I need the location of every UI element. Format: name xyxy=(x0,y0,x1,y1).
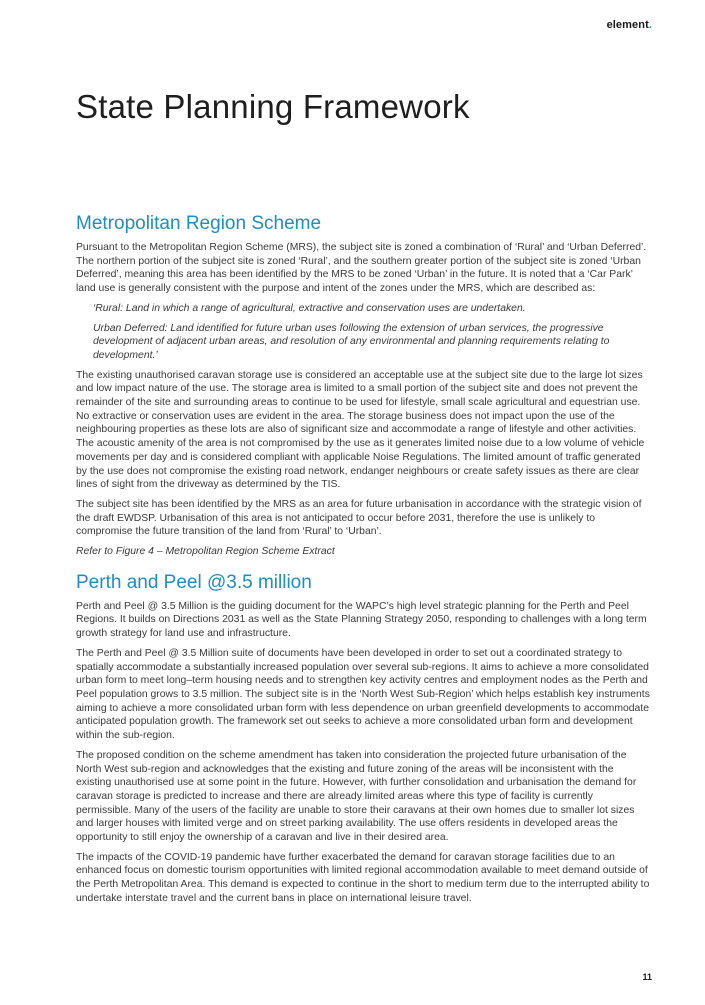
section-perth-and-peel xyxy=(76,571,650,906)
paragraph: Perth and Peel @ 3.5 Million is the guiding document for the WAPC’s high level strategic planning for the Perth and Peel Regions. It builds on Directions 2031 as well as the State Planning Strategy 2050, responding to challenges with a long term growth strategy for land use and infrastructure. xyxy=(76,600,647,640)
section-metropolitan-region-scheme xyxy=(76,212,650,559)
paragraph: Pursuant to the Metropolitan Region Scheme (MRS), the subject site is zoned a combination of ‘Rural’ and ‘Urban Deferred’. The northern portion of the subject site is zoned ‘Rural’, and the southern greater portion of the subject site is zoned ‘Urban Deferred’, meaning this area has been identified by the MRS to be zoned ‘Urban’ in the future. It is noted that a ‘Car Park’ land use is generally consistent with the purpose and intent of the zones under the MRS, which are described as: xyxy=(76,242,647,295)
section-heading: Metropolitan Region Scheme xyxy=(76,213,322,234)
logo-dot: . xyxy=(648,19,652,31)
logo-text: element xyxy=(606,19,649,31)
paragraph: The Perth and Peel @ 3.5 Million suite of documents have been developed in order to set out a coordinated strategy to spatially accommodate a substantially increased population over several sub-regions. It aims to achieve a more consolidated urban form to meet long–term housing needs and to strengthen key activity centres and employment nodes as the Perth and Peel population grows to 3.5 million. The subject site is in the ‘North West Sub-Region’ which helps establish key instruments aiming to achieve a more consolidated urban form with less dependence on urban greenfield developments to accommodate anticipated population growth. The framework set out seeks to achieve a more consolidated urban form and development within the sub-region. xyxy=(76,647,650,742)
document-body xyxy=(76,212,650,912)
element-logo xyxy=(607,19,652,31)
paragraph: The subject site has been identified by the MRS as an area for future urbanisation in accordance with the strategic vision of the draft EWDSP. Urbanisation of this area is not anticipated to occur before 2031, therefore the use is unlikely to compromise the future transition of the land from ‘Rural’ to ‘Urban’. xyxy=(76,498,642,538)
paragraph: The impacts of the COVID-19 pandemic have further exacerbated the demand for caravan storage facilities due to an enhanced focus on domestic tourism opportunities with limited regional accommodation available to meet demand outside of the Perth Metropolitan Area. This demand is expected to continue in the short to medium term due to the interrupted ability to undertake interstate travel and the current bans in place on international leisure travel. xyxy=(76,851,650,904)
page-title: State Planning Framework xyxy=(76,88,470,125)
section-heading: Perth and Peel @3.5 million xyxy=(76,571,312,593)
paragraph: The proposed condition on the scheme amendment has taken into consideration the projected future urbanisation of the North West sub-region and acknowledges that the existing and future zoning of the areas will be inconsistent with the existing unauthorised use at some point in the future. However, with further consolidation and urbanisation the demand for caravan storage is predicted to increase and there are already limited areas where this type of facility is currently permissible. Many of the users of the facility are unable to store their caravans at their own homes due to smaller lot sizes and larger houses with limited verge and on street parking availability. The use offers residents in developed areas the opportunity to still enjoy the ownership of a caravan and live in their desired area. xyxy=(76,749,637,844)
quote-urban-deferred: Urban Deferred: Land identified for future urban uses following the extension of urban services, the progressive development of adjacent urban areas, and resolution of any environmental and planning requirements relating to development.’ xyxy=(93,322,610,361)
page-number: 11 xyxy=(642,972,652,982)
paragraph: The existing unauthorised caravan storage use is considered an acceptable use at the subject site due to the large lot sizes and low impact nature of the use. The storage area is limited to a small portion of the subject site and does not prevent the remainder of the site and surrounding areas to continue to be used for lifestyle, small scale agricultural and equestrian use. No extractive or conservation uses are evident in the area. The storage business does not impact upon the use of the neighbouring properties as these lots are also of significant size and accommodate a range of lifestyle and other activities. The acoustic amenity of the area is not compromised by the use as it generates limited noise due to a low volume of vehicle movements per day and is considered compliant with applicable Noise Regulations. The limited amount of traffic generated by the use does not compromise the existing road network, endanger neighbours or create safety issues as there are clear lines of sight from the driveway as determined by the TIS. xyxy=(76,369,645,491)
figure-reference: Refer to Figure 4 – Metropolitan Region Scheme Extract xyxy=(76,546,335,558)
quote-rural: ‘Rural: Land in which a range of agricultural, extractive and conservation uses are undertaken. xyxy=(93,302,526,314)
